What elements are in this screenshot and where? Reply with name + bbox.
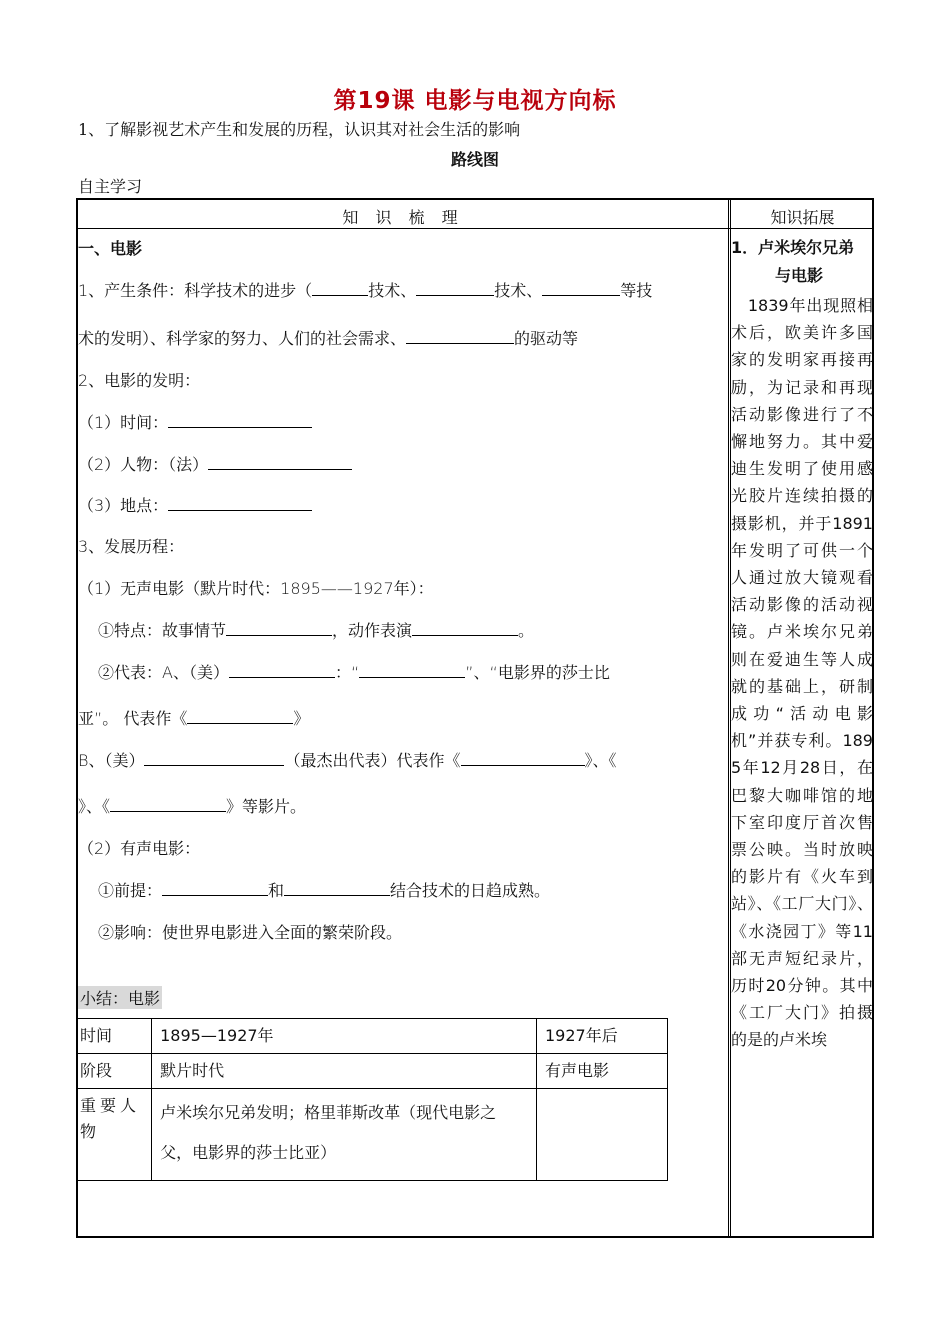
extension-column (731, 234, 873, 1054)
table-row (78, 1019, 668, 1054)
table-cell: 有声电影 (536, 1054, 667, 1089)
blank-field[interactable] (542, 279, 620, 296)
blank-field[interactable] (168, 494, 312, 511)
blank-field[interactable] (187, 707, 293, 724)
table-row (78, 1089, 668, 1181)
header-divider (78, 228, 872, 229)
page-title: 第19课 电影与电视方向标 (333, 88, 617, 114)
sound-film-heading: （2）有声电影： (78, 839, 201, 858)
table-cell: 1895—1927年 (152, 1019, 537, 1054)
person-line: （2）人物：（法） (78, 452, 352, 475)
place-line: （3）地点： (78, 493, 312, 516)
table-cell: 重要人物 (78, 1089, 152, 1181)
representative-a-line: ②代表：A、（美） ：“ ”、“电影界的莎士比 (98, 663, 610, 682)
summary-table (78, 1018, 668, 1181)
blank-field[interactable] (144, 749, 284, 766)
premise-line: ①前提： 和 结合技术的日趋成熟。 (98, 881, 551, 900)
header-knowledge-extension: 知识拓展 (770, 208, 835, 227)
blank-field[interactable] (229, 661, 335, 678)
blank-field[interactable] (359, 661, 465, 678)
section-heading: 一、电影 (78, 239, 143, 258)
blank-field[interactable] (284, 879, 390, 896)
table-cell: 默片时代 (152, 1054, 537, 1089)
representative-b-line: B、（美） （最杰出代表）代表作《 》、《 (78, 751, 617, 770)
summary-label: 小结：电影 (78, 986, 162, 1009)
table-cell (536, 1089, 667, 1181)
blank-field[interactable] (416, 279, 494, 296)
silent-film-line: （1）无声电影（默片时代：1895——1927年）： (78, 579, 434, 598)
table-cell: 卢米埃尔兄弟发明；格里菲斯改革（现代电影之父，电影界的莎士比亚） (152, 1089, 537, 1181)
blank-field[interactable] (312, 279, 368, 296)
time-line: （1）时间： (78, 410, 312, 433)
table-cell: 时间 (78, 1019, 152, 1054)
blank-field[interactable] (162, 879, 268, 896)
learning-goal: 1、了解影视艺术产生和发展的历程，认识其对社会生活的影响 (78, 120, 521, 139)
extension-heading: 1．卢米埃尔兄弟 与电影 (731, 238, 855, 285)
self-study-label: 自主学习 (78, 177, 143, 196)
impact-line: ②影响：使世界电影进入全面的繁荣阶段。 (98, 923, 403, 942)
representative-a-work-line: 亚”。 代表作《 》 (78, 709, 310, 728)
invention-heading: 2、电影的发明： (78, 371, 201, 390)
extension-text: 1839年出现照相术后，欧美许多国家的发明家再接再励，为记录和再现活动影像进行了不懈地努力。其中爱迪生发明了使用感光胶片连续拍摄的摄影机，并于1891年发明了可供一个人通过放大镜观看活动影像的活动视镜。卢米埃尔兄弟则在爱迪生等人成就的基础上，研制成功“活动电影机”并获专利。1895年12月28日，在巴黎大咖啡馆的地下室印度厅首次售票公映。当时放映的影片有《火车到站》、《工厂大门》、《水浇园丁》等11部无声短纪录片，历时20分钟。其中《工厂大门》拍摄的是的卢米埃 (731, 296, 873, 1050)
worksheet-table (76, 198, 874, 1238)
blank-field[interactable] (168, 411, 312, 428)
blank-field[interactable] (412, 619, 518, 636)
table-row (78, 1054, 668, 1089)
table-cell: 1927年后 (536, 1019, 667, 1054)
blank-field[interactable] (406, 327, 514, 344)
header-knowledge-summary: 知 识 梳 理 (342, 208, 464, 227)
blank-field[interactable] (208, 453, 352, 470)
blank-field[interactable] (226, 619, 332, 636)
features-line: ①特点：故事情节 ，动作表演 。 (98, 621, 535, 640)
conditions-line-2: 术的发明）、科学家的努力、人们的社会需求、 的驱动等 (78, 329, 579, 348)
blank-field[interactable] (461, 749, 585, 766)
blank-field[interactable] (110, 795, 226, 812)
history-heading: 3、发展历程： (78, 537, 185, 556)
roadmap-heading: 路线图 (450, 150, 499, 169)
representative-b-works-line: 》、《 》等影片。 (78, 797, 307, 816)
table-cell: 阶段 (78, 1054, 152, 1089)
conditions-line: 1、产生条件：科学技术的进步（ 技术、 技术、 等技 (78, 281, 653, 300)
